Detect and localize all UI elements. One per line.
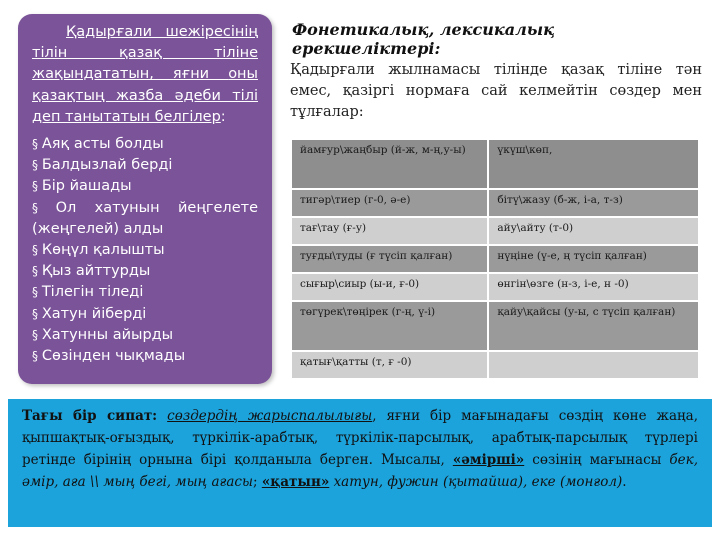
left-intro [32, 22, 258, 128]
bullet-item: § Қыз айттурды [32, 261, 258, 282]
bottom-lead: Тағы бір сипат: [22, 408, 158, 424]
bullet-list [32, 134, 258, 367]
table-cell: қатығ\қатты (т, ғ -0) [292, 352, 487, 378]
left-intro-plain: Қадырғали шежіресінің тілін қазақ тіліне жақындататын, яғни [32, 24, 258, 83]
table-cell: айу\айту (т-0) [489, 218, 698, 244]
bottom-italic-2: хатун, фужин (қытайша), еке (монғол) [333, 474, 623, 490]
table-row [292, 274, 698, 300]
table-cell: тигәр\тиер (г-0, ә-е) [292, 190, 487, 216]
bottom-italic-1: бек, әмір, аға \\ мың бегі, мың ағасы [22, 452, 699, 490]
table-cell: йамғур\жаңбыр (й-ж, м-ң,у-ы) [292, 140, 487, 188]
bottom-underlined-term: сөздердің жарыспалылығы [167, 408, 373, 424]
bottom-text-1: , яғни бір мағынадағы сөздің көне жаңа, қыпшақтық-оғыздық, түркілік-арабтық, түркілік-парсылық, арабтық-парсылық түрлері ретінде бірінің орнына бірі қолданыла берген. Мысалы, [22, 408, 699, 468]
table-row [292, 352, 698, 378]
bullet-item: § Сөзінден чықмады [32, 346, 258, 367]
bottom-note [8, 399, 712, 527]
bullet-item: § Ол хатунын йеңгелете (жеңгелей) алды [32, 198, 258, 240]
table-cell: үкүш\көп, [489, 140, 698, 188]
left-intro-end: : [220, 108, 226, 125]
table-row [292, 246, 698, 272]
table-row [292, 190, 698, 216]
bottom-end: . [622, 474, 627, 490]
table-cell: туғды\туды (ғ түсіп қалған) [292, 246, 487, 272]
page-title: Фонетикалық, лексикалық ерекшеліктері: [292, 20, 555, 58]
right-description: Қадырғали жылнамасы тілінде қазақ тіліне тән емес, қазіргі нормаға сай келмейтін сөздер мен тұлғалар: [290, 62, 702, 120]
table-cell: тағ\тау (ғ-у) [292, 218, 487, 244]
table-cell: қайу\қайсы (у-ы, с түсіп қалған) [489, 302, 698, 350]
table-cell: сығыр\сиыр (ы-и, ғ-0) [292, 274, 487, 300]
bottom-word-1: «әмірші» [452, 452, 525, 468]
left-intro-underlined: оны қазақтың жазба әдеби тілі деп танытатын белгілер [32, 66, 258, 125]
table-row [292, 140, 698, 188]
left-panel [18, 14, 272, 384]
table-cell: нүңіне (ү-е, ң түсіп қалған) [489, 246, 698, 272]
bullet-item: § Бір йашады [32, 176, 258, 197]
bullet-item: § Аяқ асты болды [32, 134, 258, 155]
table-cell: төгүрек\төңірек (г-ң, ү-і) [292, 302, 487, 350]
examples-table [290, 138, 700, 380]
table-cell [489, 352, 698, 378]
bottom-sep: ; [252, 474, 258, 490]
table-row [292, 218, 698, 244]
bottom-text-2: сөзінің мағынасы [532, 452, 662, 468]
bottom-word-2: «қатын» [261, 474, 330, 490]
bullet-item: § Тілегін тіледі [32, 282, 258, 303]
bullet-item: § Балдызлай берді [32, 155, 258, 176]
bullet-item: § Көңүл қалышты [32, 240, 258, 261]
table-row [292, 302, 698, 350]
bullet-item: § Хатун йіберді [32, 304, 258, 325]
bullet-item: § Хатунны айырды [32, 325, 258, 346]
table-cell: бітү\жазу (б-ж, і-а, т-з) [489, 190, 698, 216]
table-cell: өнгін\өзге (н-з, і-е, н -0) [489, 274, 698, 300]
